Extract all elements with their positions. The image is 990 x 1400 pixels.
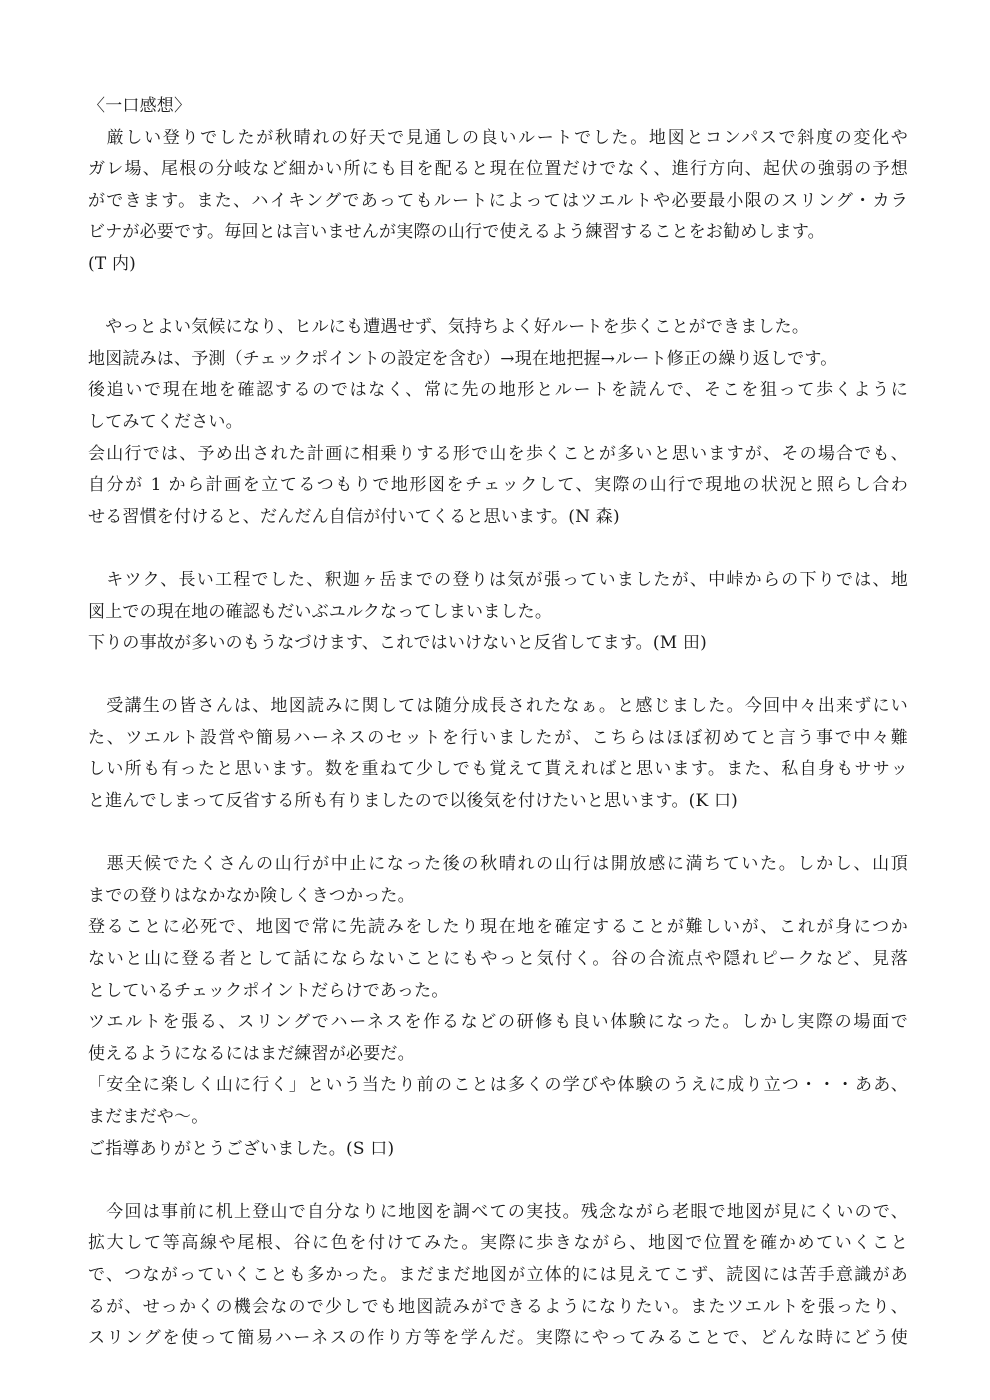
paragraph-spacer (88, 660, 908, 692)
comment-line: まだまだや〜。 (88, 1107, 209, 1127)
comment-line: ができます。また、ハイキングであってもルートによってはツエルトや必要最小限のスリング・カラ (88, 190, 908, 211)
comment-line: ビナが必要です。毎回とは言いませんが実際の山行で使えるよう練習することをお勧めします。 (88, 222, 825, 243)
comment-line: た、ツエルト設営や簡易ハーネスのセットを行いましたが、こちらはほぼ初めてと言う事で中々難 (88, 727, 908, 748)
comment-line: までの登りはなかなか険しくきつかった。 (88, 885, 415, 906)
comment-line: ご指導ありがとうございました。(S 口) (88, 1138, 395, 1159)
comment-line: 厳しい登りでしたが秋晴れの好天で見通しの良いルートでした。地図とコンパスで斜度の変化や (88, 127, 908, 148)
comment-line: としているチェックポイントだらけであった。 (88, 980, 449, 1001)
comment-line: ツエルトを張る、スリングでハーネスを作るなどの研修も良い体験になった。しかし実際の場面で (88, 1012, 908, 1033)
comment-line: やっとよい気候になり、ヒルにも遭遇せず、気持ちよく好ルートを歩くことができました。 (88, 317, 810, 338)
document-body (88, 91, 908, 1355)
comment-line: 使えるようになるにはまだ練習が必要だ。 (88, 1043, 415, 1064)
comment-line: 地図読みは、予測（チェックポイントの設定を含む）→現在地把握→ルート修正の繰り返しです。 (88, 348, 838, 369)
paragraph-spacer (88, 818, 908, 850)
comment-entry (88, 565, 908, 660)
comment-entry (88, 312, 908, 533)
comment-line: 今回は事前に机上登山で自分なりに地図を調べての実技。残念ながら老眼で地図が見にくいので、 (88, 1201, 908, 1222)
comment-line: せる習慣を付けると、だんだん自信が付いてくると思います。(N 森) (88, 506, 620, 527)
comment-line: しい所も有ったと思います。数を重ねて少しでも覚えて貰えればと思います。また、私自身もササッ (88, 759, 908, 780)
comment-line: 下りの事故が多いのもうなづけます、これではいけないと反省してます。(M 田) (88, 633, 707, 654)
comment-line: 登ることに必死で、地図で常に先読みをしたり現在地を確定することが難しいが、これが身につか (88, 917, 908, 938)
comment-entry (88, 123, 908, 281)
comment-line: 悪天候でたくさんの山行が中止になった後の秋晴れの山行は開放感に満ちていた。しかし、山頂 (88, 854, 908, 875)
comment-line: 拡大して等高線や尾根、谷に色を付けてみた。実際に歩きながら、地図で位置を確かめていくこと (88, 1233, 908, 1254)
comment-entries (88, 123, 908, 1355)
comment-line: 図上での現在地の確認もだいぶユルクなってしまいました。 (88, 601, 553, 622)
paragraph-spacer (88, 281, 908, 313)
comment-line: 受講生の皆さんは、地図読みに関しては随分成長されたなぁ。と感じました。今回中々出来ずにい (88, 696, 908, 717)
comment-line: スリングを使って簡易ハーネスの作り方等を学んだ。実際にやってみることで、どんな時にどう使 (88, 1328, 908, 1349)
comment-line: ないと山に登る者として話にならないことにもやっと気付く。谷の合流点や隠れピークなど、見落 (88, 949, 908, 970)
comment-line: で、つながっていくことも多かった。まだまだ地図が立体的には見えてこず、読図には苦手意識があ (88, 1264, 908, 1285)
comment-line: (T 内) (88, 253, 137, 274)
comment-line: 後追いで現在地を確認するのではなく、常に先の地形とルートを読んで、そこを狙って歩くように (88, 380, 908, 401)
comment-entry (88, 1197, 908, 1355)
comment-line: 「安全に楽しく山に行く」という当たり前のことは多くの学びや体験のうえに成り立つ・・・ああ、 (88, 1075, 908, 1096)
comment-line: ガレ場、尾根の分岐など細かい所にも目を配ると現在位置だけでなく、進行方向、起伏の強弱の予想 (88, 159, 908, 180)
comment-entry (88, 849, 908, 1165)
comment-line: 自分が 1 から計画を立てるつもりで地形図をチェックして、実際の山行で現地の状況と照らし合わ (88, 475, 908, 496)
comment-entry (88, 691, 908, 817)
comment-line: と進んでしまって反省する所も有りましたので以後気を付けたいと思います。(K 口) (88, 791, 739, 812)
section-heading: 〈一口感想〉 (88, 96, 192, 116)
comment-line: してみてください。 (88, 411, 243, 432)
comment-line: 会山行では、予め出された計画に相乗りする形で山を歩くことが多いと思いますが、その場合でも、 (88, 443, 908, 464)
paragraph-spacer (88, 1165, 908, 1197)
paragraph-spacer (88, 533, 908, 565)
comment-line: キツク、長い工程でした、釈迦ヶ岳までの登りは気が張っていましたが、中峠からの下りでは、地 (88, 569, 908, 590)
comment-line: るが、せっかくの機会なので少しでも地図読みができるようになりたい。またツエルトを張ったり、 (88, 1296, 908, 1317)
